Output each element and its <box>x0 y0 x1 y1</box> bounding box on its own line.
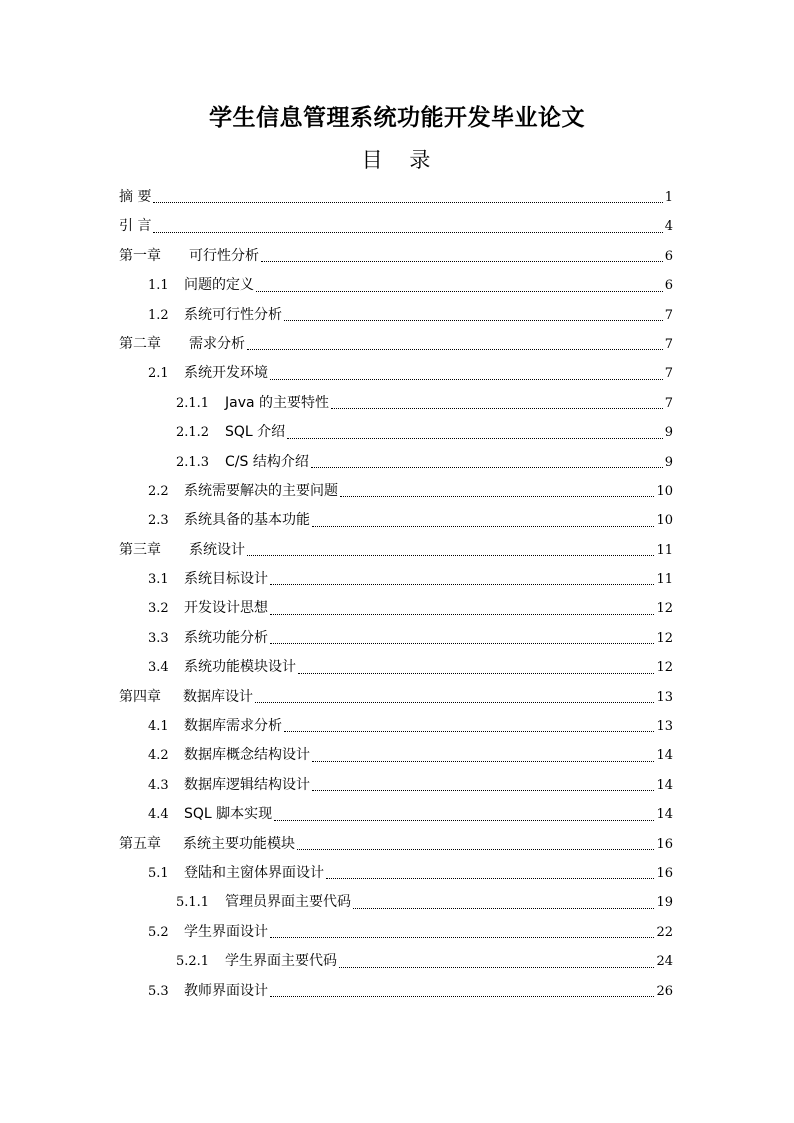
toc-entry-title: 引 言 <box>119 218 152 235</box>
toc-dot-leader <box>326 877 654 879</box>
toc-entry[interactable] <box>119 918 673 947</box>
toc-entry-page: 12 <box>656 660 673 676</box>
toc-entry-number: 5.2 <box>148 924 169 940</box>
toc-entry-title: 系统具备的基本功能 <box>184 512 310 529</box>
toc-entry-title: SQL 介绍 <box>225 424 286 441</box>
toc-dot-leader <box>311 466 663 468</box>
toc-entry-page: 14 <box>656 807 673 823</box>
toc-entry-number: 1.1 <box>148 278 169 294</box>
toc-dot-leader <box>298 672 654 674</box>
toc-entry-title: Java 的主要特性 <box>225 394 330 411</box>
toc-entry-title: 数据库逻辑结构设计 <box>184 776 310 793</box>
toc-dot-leader <box>256 290 663 292</box>
toc-entry-page: 26 <box>656 983 673 999</box>
toc-entry-title: 系统功能模块设计 <box>184 659 296 676</box>
toc-dot-leader <box>312 525 654 527</box>
toc-entry-page: 9 <box>664 454 673 470</box>
toc-entry-number: 4.2 <box>148 748 169 764</box>
toc-entry-page: 7 <box>664 366 673 382</box>
toc-entry-page: 6 <box>664 248 673 264</box>
toc-entry-page: 22 <box>656 924 673 940</box>
toc-entry-page: 16 <box>656 836 673 852</box>
toc-entry-number: 2.2 <box>148 483 169 499</box>
toc-entry[interactable] <box>119 212 673 241</box>
toc-entry-page: 12 <box>656 630 673 646</box>
toc-dot-leader <box>270 995 654 997</box>
toc-dot-leader <box>270 583 654 585</box>
toc-dot-leader <box>312 760 654 762</box>
toc-entry-number: 第一章 <box>119 247 161 264</box>
toc-entry-page: 1 <box>664 190 673 205</box>
toc-entry-number: 4.4 <box>148 807 169 823</box>
toc-entry-page: 6 <box>664 278 673 294</box>
toc-entry-page: 13 <box>656 689 673 705</box>
toc-entry-title: 系统主要功能模块 <box>183 835 295 852</box>
toc-entry-title: 数据库概念结构设计 <box>184 747 310 764</box>
toc-entry-number: 2.1 <box>148 366 169 382</box>
toc-entry-title: 需求分析 <box>189 335 245 352</box>
toc-entry-number: 2.3 <box>148 513 169 529</box>
toc-dot-leader <box>339 966 654 968</box>
toc-entry-page: 13 <box>656 719 673 735</box>
toc-entry-page: 11 <box>656 572 673 588</box>
toc-entry-number: 第三章 <box>119 541 161 558</box>
toc-dot-leader <box>270 378 663 380</box>
toc-entry[interactable] <box>119 242 673 271</box>
toc-entry-number: 3.4 <box>148 660 169 676</box>
toc-entry-number: 5.3 <box>148 983 169 999</box>
toc-dot-leader <box>270 613 654 615</box>
toc-entry-title: 数据库需求分析 <box>184 718 282 735</box>
toc-entry-page: 7 <box>664 395 673 411</box>
toc-entry[interactable] <box>119 624 673 653</box>
toc-entry-title: 管理员界面主要代码 <box>225 894 351 911</box>
toc-entry-number: 2.1.3 <box>176 454 210 470</box>
toc-entry-title: 摘 要 <box>119 189 152 205</box>
toc-entry-title: 系统设计 <box>189 541 245 558</box>
toc-dot-leader <box>261 260 663 262</box>
toc-dot-leader <box>353 907 654 909</box>
toc-entry-title: 系统开发环境 <box>184 365 268 382</box>
toc-entry[interactable] <box>119 565 673 594</box>
toc-dot-leader <box>153 201 662 203</box>
toc-entry-title: 数据库设计 <box>183 688 253 705</box>
toc-entry-title: 系统可行性分析 <box>184 306 282 323</box>
toc-entry-number: 第二章 <box>119 335 161 352</box>
toc-entry-number: 第四章 <box>119 688 161 705</box>
toc-entry-page: 7 <box>664 336 673 352</box>
toc-dot-leader <box>247 348 663 350</box>
toc-entry-number: 2.1.1 <box>176 395 210 411</box>
toc-entry-number: 3.3 <box>148 630 169 646</box>
toc-entry-number: 5.1.1 <box>176 895 210 911</box>
toc-dot-leader <box>312 789 654 791</box>
toc-entry-page: 16 <box>656 865 673 881</box>
toc-entry-title: 教师界面设计 <box>184 982 268 999</box>
toc-dot-leader <box>287 437 663 439</box>
toc-dot-leader <box>331 407 663 409</box>
toc-entry[interactable] <box>119 301 673 330</box>
toc-entry-page: 14 <box>656 777 673 793</box>
toc-entry-number: 4.1 <box>148 719 169 735</box>
toc-entry[interactable] <box>119 830 673 859</box>
toc-dot-leader <box>270 642 654 644</box>
toc-entry-title: 学生界面设计 <box>184 923 268 940</box>
toc-entry-title: 系统需要解决的主要问题 <box>184 482 338 499</box>
toc-dot-leader <box>284 319 663 321</box>
toc-entry-number: 3.2 <box>148 601 169 617</box>
toc-dot-leader <box>255 701 654 703</box>
toc-entry[interactable] <box>119 741 673 770</box>
toc-entry-title: 登陆和主窗体界面设计 <box>184 864 324 881</box>
toc-entry-number: 5.1 <box>148 865 169 881</box>
toc-entry-page: 19 <box>656 895 673 911</box>
toc-entry[interactable] <box>119 389 673 418</box>
toc-entry[interactable] <box>119 506 673 535</box>
toc-dot-leader <box>270 936 654 938</box>
toc-entry-title: 开发设计思想 <box>184 600 268 617</box>
toc-entry-page: 10 <box>656 483 673 499</box>
toc-dot-leader <box>153 231 662 233</box>
toc-dot-leader <box>247 554 654 556</box>
toc-dot-leader <box>297 848 654 850</box>
toc-entry-page: 12 <box>656 601 673 617</box>
toc-entry-number: 4.3 <box>148 777 169 793</box>
toc-entry-number: 第五章 <box>119 835 161 852</box>
toc-entry-title: 系统功能分析 <box>184 629 268 646</box>
toc-entry-title: SQL 脚本实现 <box>184 806 273 823</box>
toc-entry-page: 14 <box>656 748 673 764</box>
toc-entry[interactable] <box>119 683 673 712</box>
toc-entry-title: 学生界面主要代码 <box>225 953 337 970</box>
toc-dot-leader <box>274 819 654 821</box>
toc-entry-number: 3.1 <box>148 572 169 588</box>
toc-entry[interactable] <box>119 653 673 682</box>
toc-entry[interactable] <box>119 977 673 1006</box>
toc-entry-page: 24 <box>656 954 673 970</box>
toc-entry[interactable] <box>119 359 673 388</box>
toc-entry-number: 1.2 <box>148 307 169 323</box>
toc-entry-title: 可行性分析 <box>189 247 259 264</box>
toc-entry[interactable] <box>119 536 673 565</box>
toc-entry-page: 9 <box>664 425 673 441</box>
toc-entry[interactable] <box>119 947 673 976</box>
toc-entry[interactable] <box>119 800 673 829</box>
table-of-contents <box>119 183 673 1006</box>
toc-entry[interactable] <box>119 888 673 917</box>
toc-entry-page: 7 <box>664 307 673 323</box>
toc-entry[interactable] <box>119 448 673 477</box>
document-title: 学生信息管理系统功能开发毕业论文 <box>209 105 585 131</box>
toc-entry[interactable] <box>119 859 673 888</box>
toc-entry[interactable] <box>119 271 673 300</box>
toc-entry[interactable] <box>119 594 673 623</box>
toc-entry[interactable] <box>119 418 673 447</box>
toc-dot-leader <box>340 495 654 497</box>
toc-entry-title: 系统目标设计 <box>184 571 268 588</box>
toc-entry-page: 10 <box>656 513 673 529</box>
toc-dot-leader <box>284 730 654 732</box>
toc-entry-number: 2.1.2 <box>176 425 210 441</box>
toc-entry-page: 11 <box>656 542 673 558</box>
toc-entry-title: 问题的定义 <box>184 277 254 294</box>
toc-entry-title: C/S 结构介绍 <box>225 453 309 470</box>
toc-entry[interactable] <box>119 771 673 800</box>
toc-entry-number: 5.2.1 <box>176 954 210 970</box>
toc-heading: 目 录 <box>361 148 441 172</box>
toc-entry[interactable] <box>119 712 673 741</box>
toc-entry[interactable] <box>119 330 673 359</box>
toc-entry[interactable] <box>119 477 673 506</box>
toc-entry[interactable] <box>119 183 673 212</box>
toc-entry-page: 4 <box>664 219 673 235</box>
